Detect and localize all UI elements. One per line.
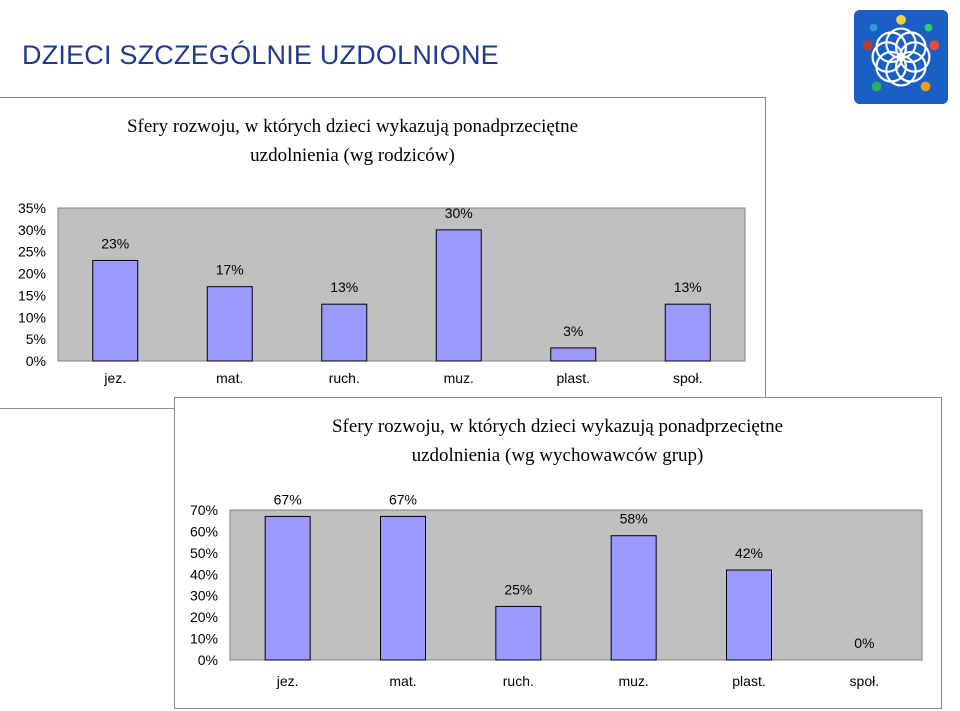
x-tick-label: muz. [618,673,649,689]
bar-muz [611,536,656,660]
x-tick-label: społ. [849,673,880,689]
parents-chart-panel [0,97,766,409]
data-label: 30% [444,204,473,221]
bar-mat [207,287,252,361]
x-tick-label: ruch. [502,673,534,689]
x-tick-label: jez. [276,673,299,689]
x-tick-label: plast. [732,673,766,689]
x-tick-label: plast. [556,370,590,386]
y-tick-label: 5% [25,331,46,348]
data-label: 42% [734,545,764,561]
y-tick-label: 20% [189,609,218,626]
data-label: 23% [101,235,130,252]
x-tick-label: ruch. [328,370,360,386]
y-tick-label: 70% [189,502,218,518]
slide-title: DZIECI SZCZEGÓLNIE UZDOLNIONE [22,40,499,70]
data-label: 0% [854,635,875,651]
bar-plast [727,570,772,660]
flower-logo-icon [852,8,950,106]
x-tick-label: jez. [104,370,127,386]
teachers-chart-panel [174,397,942,709]
y-tick-label: 20% [17,265,46,282]
y-tick-label: 10% [189,630,218,647]
data-label: 67% [388,491,418,508]
data-label: 25% [504,581,533,598]
data-label: 17% [215,261,244,278]
data-label: 3% [563,322,584,339]
y-tick-label: 60% [189,523,218,540]
chart-title-line-1: Sfery rozwoju, w których dzieci wykazują ponadprzeciętne [126,116,579,137]
chart-title-line-2: uzdolnienia (wg wychowawców grup) [411,445,704,466]
bar-ruch [322,304,367,361]
bar-spo [665,304,710,361]
chart-title-line-2: uzdolnienia (wg rodziców) [250,145,455,166]
bar-jez [265,516,310,660]
y-tick-label: 0% [197,652,218,668]
parents-bar-chart [0,98,765,408]
x-tick-label: społ. [672,370,703,386]
teachers-bar-chart [175,398,941,708]
chart-title-line-1: Sfery rozwoju, w których dzieci wykazują ponadprzeciętne [331,416,784,437]
bar-mat [381,516,426,660]
y-tick-label: 30% [17,221,46,238]
bar-ruch [496,606,541,660]
x-tick-label: mat. [216,370,244,386]
y-tick-label: 35% [17,200,46,216]
y-tick-label: 40% [189,566,218,583]
data-label: 13% [673,279,702,296]
bar-plast [551,348,596,361]
y-tick-label: 25% [17,243,46,260]
y-tick-label: 30% [189,587,218,604]
bar-muz [436,230,481,361]
data-label: 67% [273,491,302,508]
y-tick-label: 15% [17,287,46,304]
data-label: 13% [330,279,359,296]
x-tick-label: muz. [443,370,474,386]
x-tick-label: mat. [389,673,417,689]
plot-area [230,510,922,660]
plot-area [58,208,745,361]
data-label: 58% [619,510,648,527]
y-tick-label: 0% [25,353,46,369]
y-tick-label: 50% [189,544,218,561]
bar-jez [93,260,138,361]
y-tick-label: 10% [17,309,46,326]
